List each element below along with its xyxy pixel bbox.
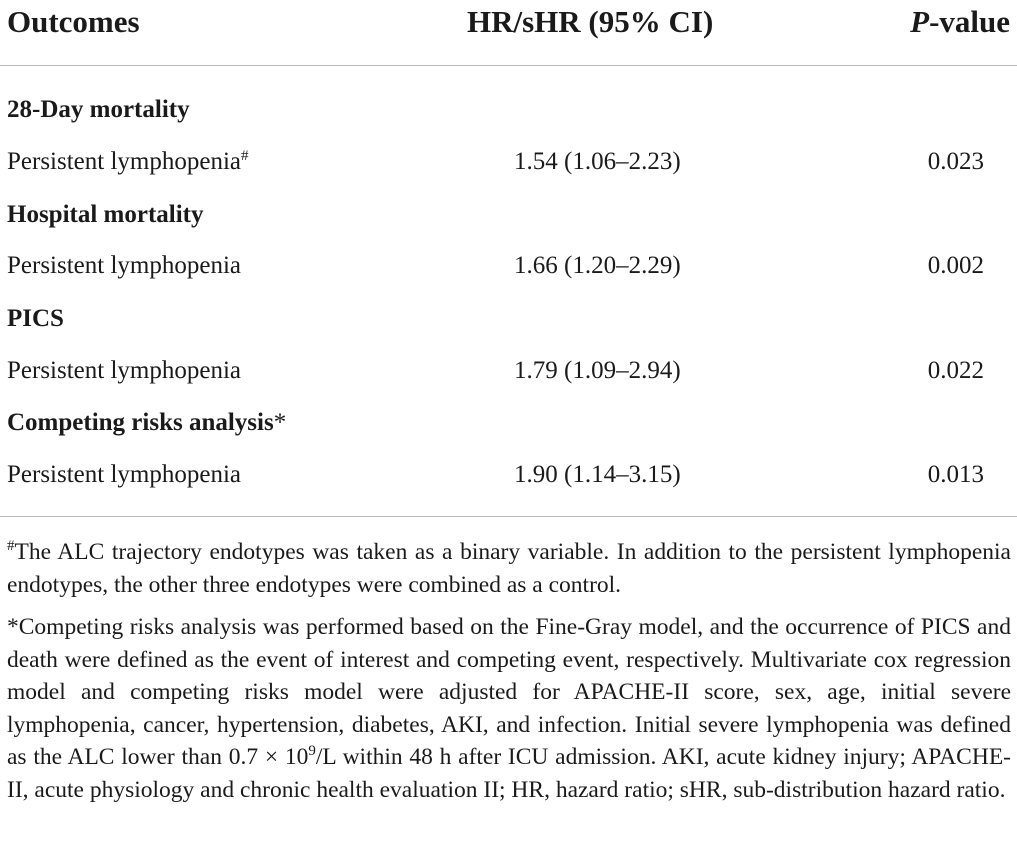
footnote-star: *Competing risks analysis was performed based on the Fine-Gray model, and the occurrence of PICS and death were defined as the event of interest and competing event, respectively. Multivariate cox regression model and competing risks model were adjusted for APACHE-II score, sex, age, initial severe lymphopenia, cancer, hypertension, diabetes, AKI, and infection. Initial severe lymphopenia was defined as the ALC lower than $0.7 \times 10^9/L$ within 48 h after ICU admission. AKI, acute kidney injury; APACHE-II, acute physiology and chronic health evaluation II; HR, hazard ratio; sHR, sub-distribution hazard ratio. (7, 614, 1011, 803)
section-title: Hospital mortality (7, 201, 204, 228)
header-divider (0, 65, 1017, 66)
table-header (0, 0, 1017, 48)
row-hr: 1.79 (1.09–2.94) (514, 357, 681, 384)
row-hr: 1.54 (1.06–2.23) (514, 148, 681, 175)
section-title: 28-Day mortality (7, 96, 190, 123)
footer-divider (0, 516, 1017, 517)
row-label: Persistent lymphopenia (7, 252, 241, 279)
footnote-mark-hash: # (241, 148, 249, 164)
row-label: Persistent lymphopenia (7, 357, 241, 384)
table-row (0, 455, 1017, 495)
row-p-value: 0.022 (927, 357, 984, 384)
footnote-star-mark: * (7, 614, 19, 640)
section-title: PICS (7, 305, 64, 332)
section-title-row (0, 403, 1017, 443)
section-title-row (0, 195, 1017, 235)
footnote-hash-mark: # (7, 538, 15, 554)
p-italic: P (910, 4, 930, 39)
footnote-mark-star: * (273, 409, 287, 436)
table-row (0, 142, 1017, 182)
col-header-p-value (910, 2, 1010, 42)
row-p-value: 0.002 (927, 252, 984, 279)
row-p-value: 0.013 (927, 461, 984, 488)
p-rest: -value (929, 4, 1010, 39)
row-hr: 1.66 (1.20–2.29) (514, 252, 681, 279)
col-header-hr: HR/sHR (95% CI) (467, 4, 714, 39)
footnote-hash (7, 536, 1011, 601)
row-label: Persistent lymphopenia (7, 461, 241, 488)
footnote-hash-text: The ALC trajectory endotypes was taken as a binary variable. In addition to the persistent lymphopenia endotypes, the other three endotypes were combined as a control. (7, 539, 1011, 598)
row-p-value: 0.023 (927, 148, 984, 175)
row-hr: 1.90 (1.14–3.15) (514, 461, 681, 488)
exponent: 9 (308, 743, 316, 759)
table-row (0, 351, 1017, 391)
section-title-row (0, 90, 1017, 130)
table-row (0, 246, 1017, 286)
section-title-row (0, 299, 1017, 339)
section-title: Competing risks analysis* (7, 409, 287, 436)
col-header-outcomes: Outcomes (7, 4, 140, 39)
row-label: Persistent lymphopenia# (7, 148, 249, 175)
